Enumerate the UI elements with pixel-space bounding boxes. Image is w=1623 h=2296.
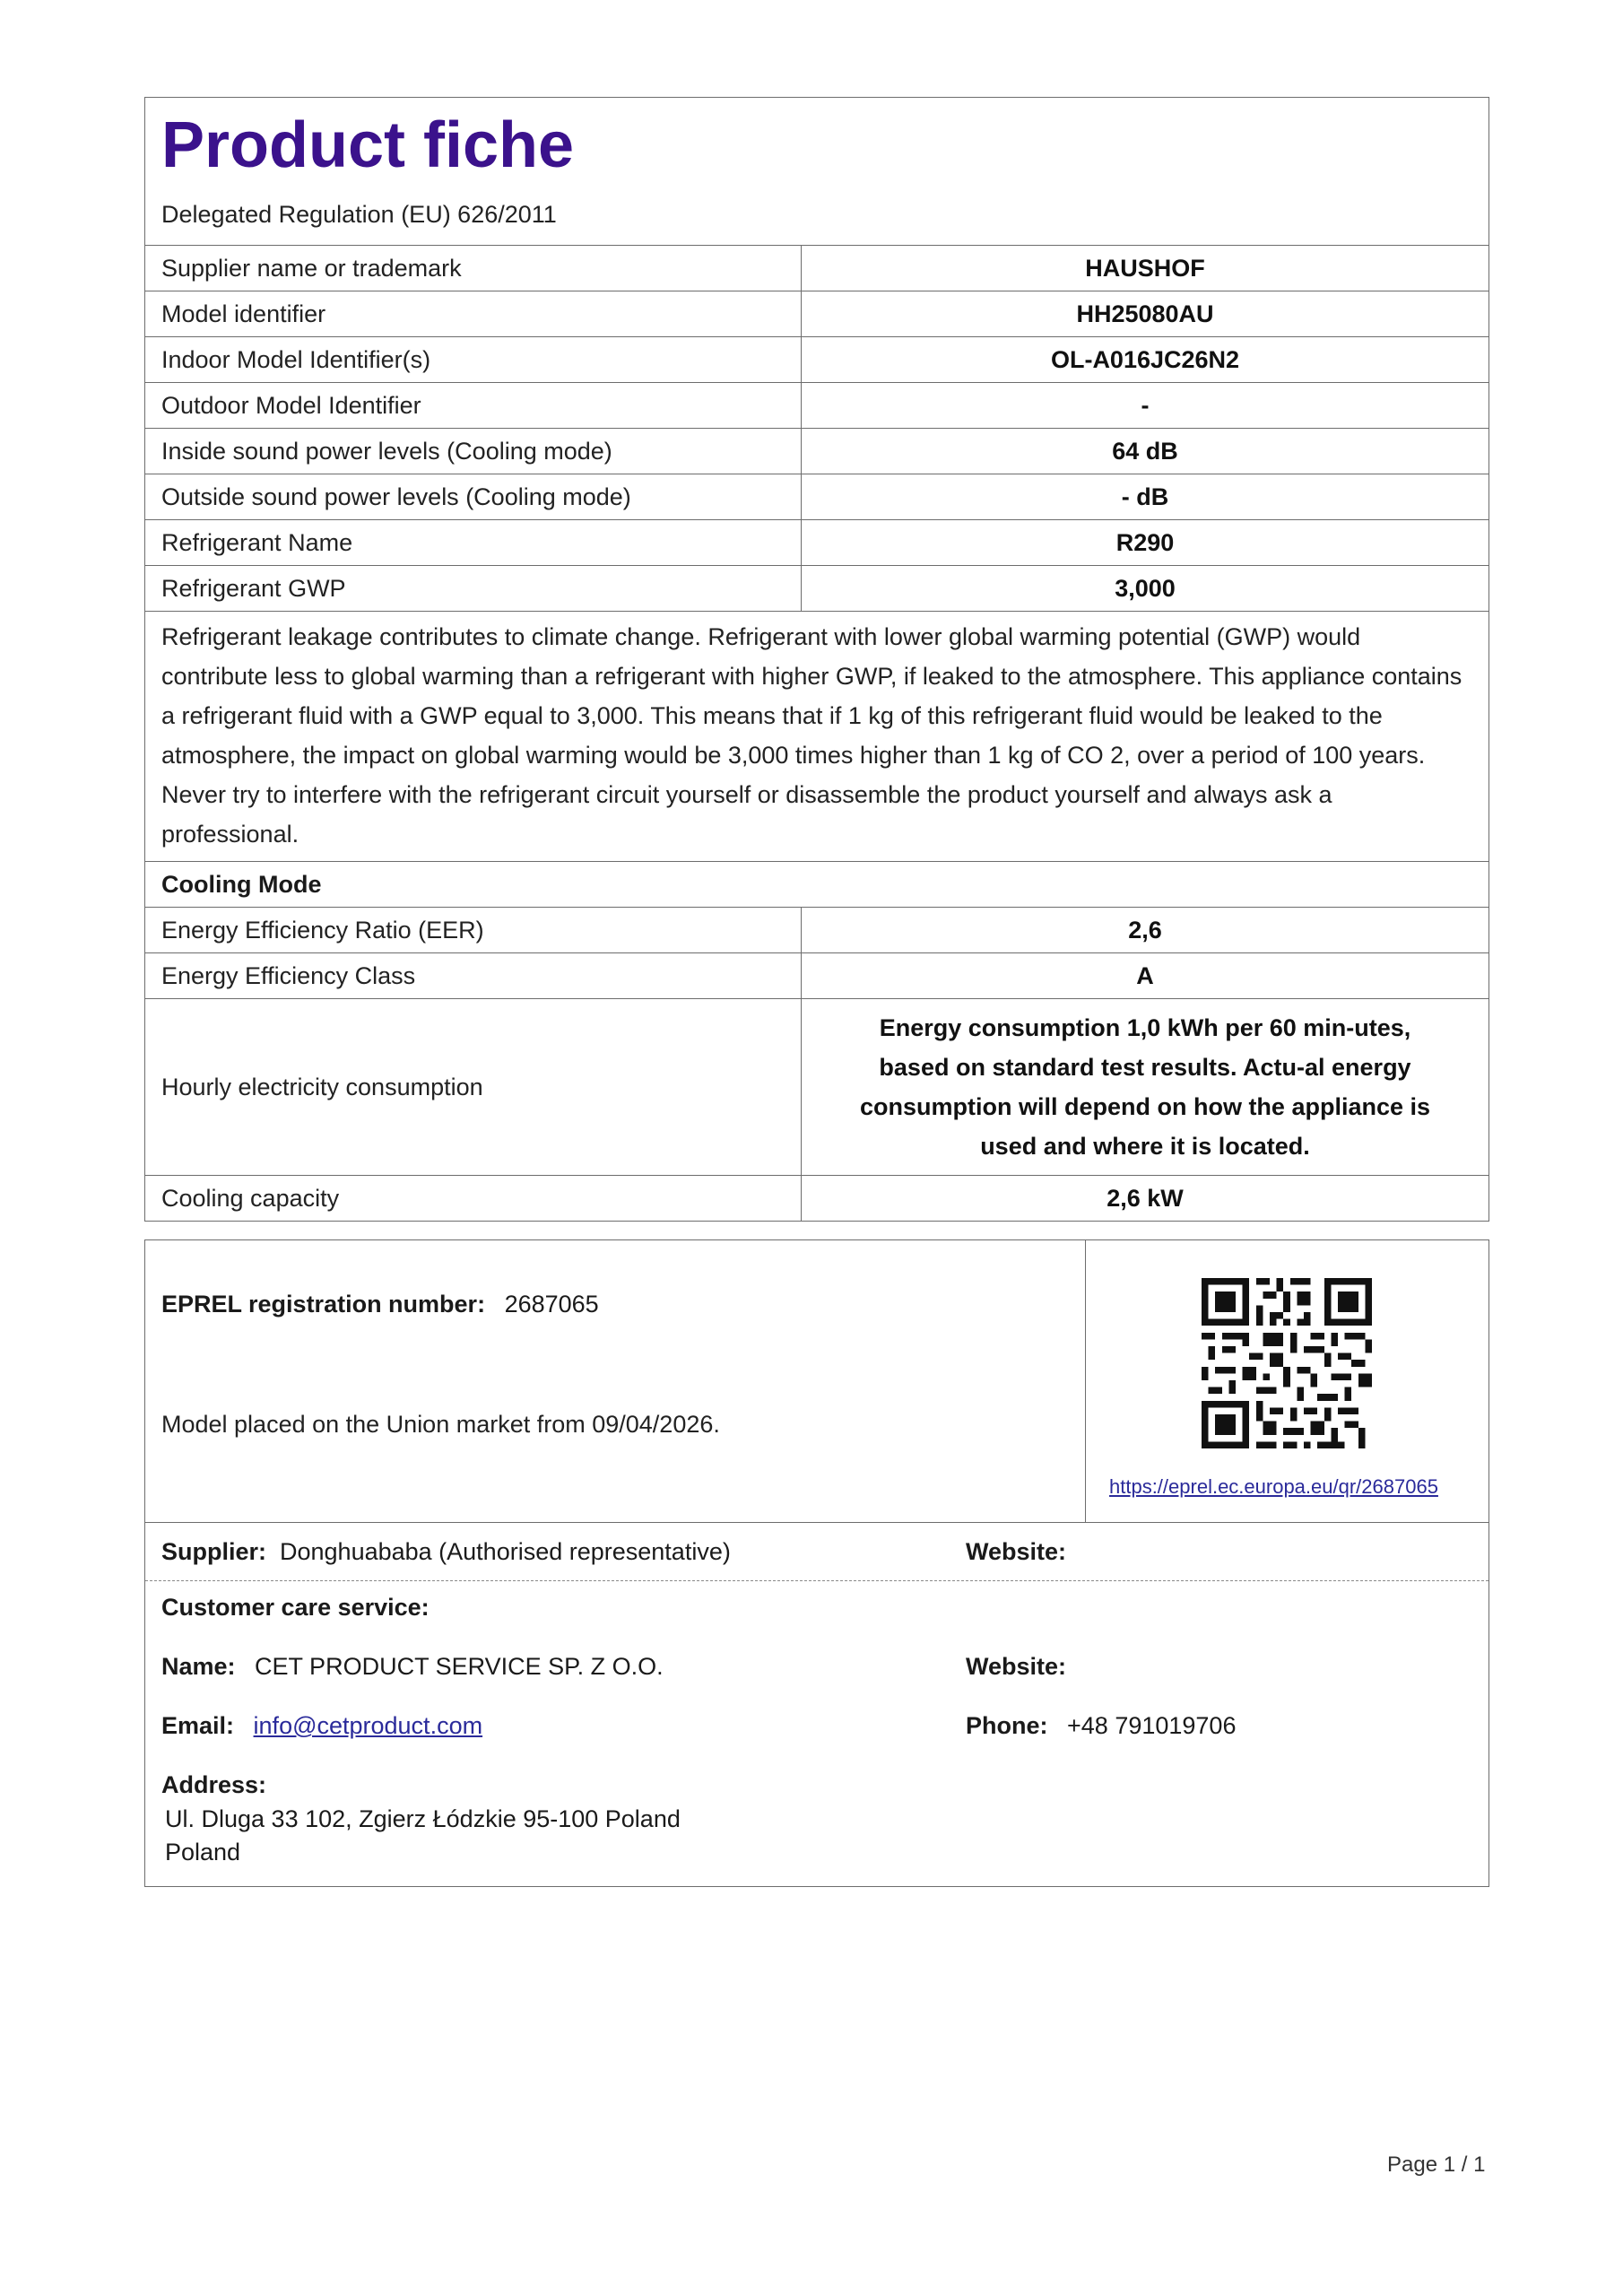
table-row [145,953,1488,999]
supplier-name: Donghuababa (Authorised representative) [280,1537,731,1565]
refrigerant-note: Refrigerant leakage contributes to climate change. Refrigerant with lower global warming potential (GWP) would contribute less to global warming than a refrigerant with higher GWP, if leaked to the atmosphere. This appliance contains a refrigerant fluid with a GWP equal to 3,000. This means that if 1 kg of this refrigerant fluid would be leaked to the atmosphere, the impact on global warming would be 3,000 times higher than 1 kg of CO 2, over a period of 100 years. Never try to interfere with the refrigerant circuit yourself or disassemble the product yourself and always ask a professional. [145,612,1488,862]
table-row [145,246,1488,291]
table-row [145,429,1488,474]
page-title: Product fiche [161,109,575,181]
row-label: Indoor Model Identifier(s) [145,337,802,382]
care-email-line [161,1712,482,1740]
row-value: OL-A016JC26N2 [1050,345,1240,373]
hourly-consumption-value: Energy consumption 1,0 kWh per 60 min-utes, based on standard test results. Actu-al energy consumption will depend on how the appliance is used and where it is located. [859,1014,1431,1160]
care-email-label: Email: [161,1712,235,1739]
customer-care-title: Customer care service: [161,1594,430,1621]
row-label: Outdoor Model Identifier [145,383,802,428]
supplier-website-label: Website: [966,1537,1067,1565]
eprel-qr-panel [1086,1240,1488,1522]
care-phone-value: +48 791019706 [1067,1712,1237,1739]
qr-code-icon [1202,1278,1372,1448]
eprel-registration-label: EPREL registration number: [161,1291,486,1318]
care-address-line1: Ul. Dluga 33 102, Zgierz Łódzkie 95-100 Poland [165,1805,681,1832]
row-label: Outside sound power levels (Cooling mode) [145,474,802,519]
care-name-value: CET PRODUCT SERVICE SP. Z O.O. [255,1653,664,1680]
eprel-registration [161,1291,599,1318]
table-row [145,337,1488,383]
supplier-label: Supplier: [161,1537,267,1565]
row-value: - [1141,391,1150,419]
care-phone-line [966,1712,1236,1740]
customer-care-section [145,1581,1488,1886]
row-value: HH25080AU [1076,300,1214,327]
table-row [145,291,1488,337]
row-label: Refrigerant Name [145,520,802,565]
row-label: Supplier name or trademark [145,246,802,291]
energy-class-label: Energy Efficiency Class [145,953,802,998]
eprel-qr-link[interactable]: https://eprel.ec.europa.eu/qr/2687065 [1109,1475,1438,1498]
cooling-capacity-label: Cooling capacity [145,1176,802,1221]
table-row [145,520,1488,566]
row-value: 64 dB [1112,437,1178,465]
table-row [145,1176,1488,1221]
table-row [145,474,1488,520]
market-date-text: Model placed on the Union market from 09/04/2026. [161,1411,720,1438]
row-label: Inside sound power levels (Cooling mode) [145,429,802,474]
eprel-info [145,1240,1086,1522]
eer-value: 2,6 [1128,916,1162,944]
eprel-top [145,1240,1488,1523]
document-sheet [144,97,1489,1866]
regulation-reference: Delegated Regulation (EU) 626/2011 [161,201,557,228]
eprel-box [144,1239,1489,1887]
care-email-link[interactable]: info@cetproduct.com [253,1712,483,1739]
eer-label: Energy Efficiency Ratio (EER) [145,908,802,952]
cooling-capacity-value: 2,6 kW [1107,1184,1184,1212]
care-website-label: Website: [966,1653,1067,1680]
care-address-label: Address: [161,1771,267,1798]
row-label: Model identifier [145,291,802,336]
eprel-registration-number: 2687065 [504,1291,599,1318]
table-row [145,383,1488,429]
care-name-label: Name: [161,1653,236,1680]
row-value: HAUSHOF [1085,254,1205,282]
supplier-row [145,1523,1488,1581]
fiche-header [145,98,1488,246]
table-row [145,566,1488,612]
cooling-mode-heading: Cooling Mode [145,862,1488,908]
row-value: - dB [1121,483,1169,510]
row-value: 3,000 [1115,574,1176,602]
care-phone-label: Phone: [966,1712,1048,1739]
row-value: R290 [1115,528,1175,556]
energy-class-value: A [1136,961,1154,989]
care-address-line2: Poland [165,1839,241,1866]
hourly-consumption-label: Hourly electricity consumption [145,999,802,1175]
page-number: Page 1 / 1 [1387,2152,1486,2177]
table-row [145,908,1488,953]
care-name-line [161,1653,664,1681]
table-row [145,999,1488,1176]
row-label: Refrigerant GWP [145,566,802,611]
product-fiche-table [144,97,1489,1222]
